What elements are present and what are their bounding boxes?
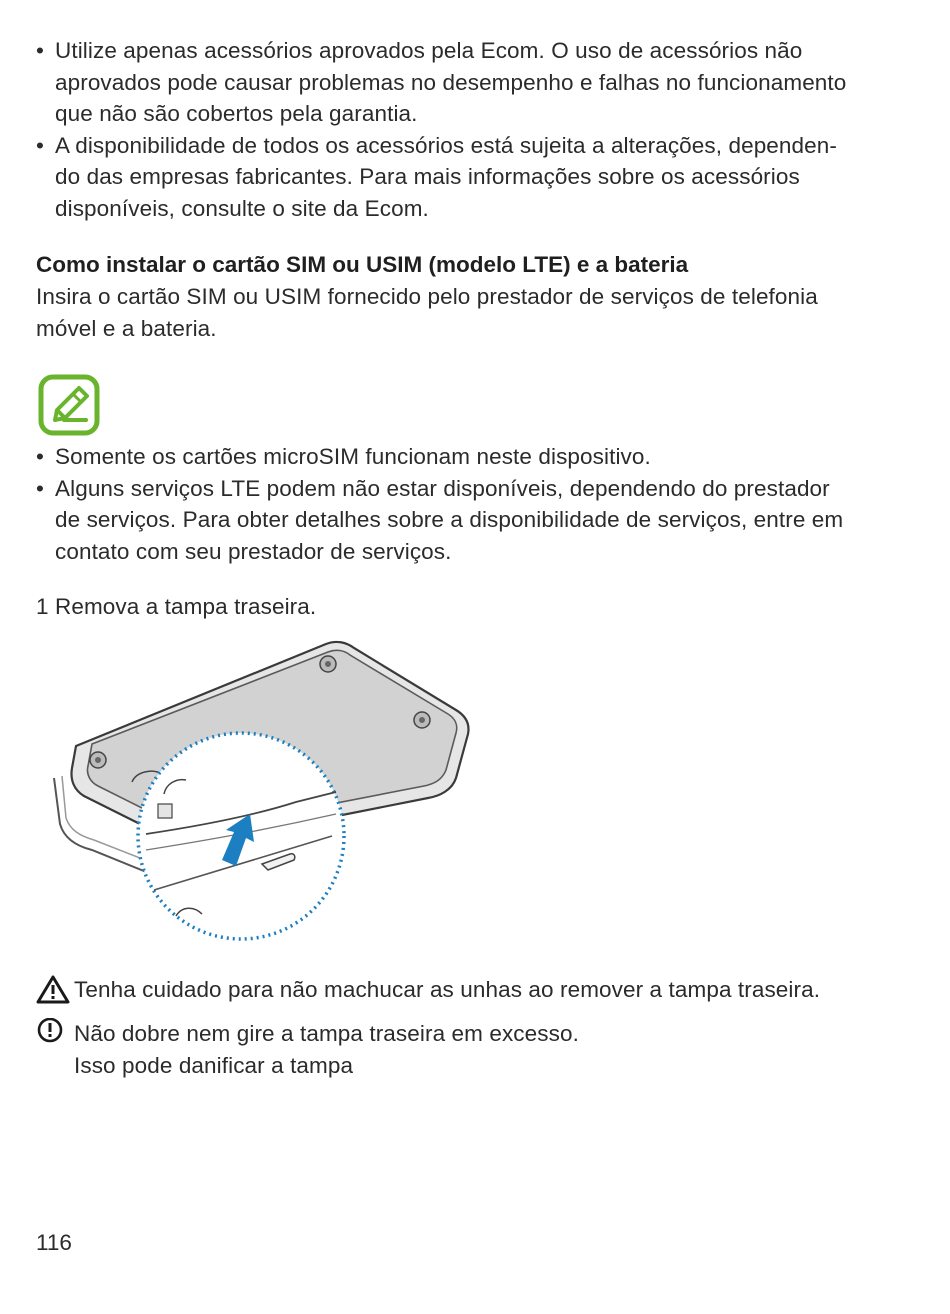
intro-bullet-list [36, 35, 896, 224]
intro-line: móvel e a bateria. [36, 315, 217, 341]
bullet-line: de serviços. Para obter detalhes sobre a disponibilidade de serviços, entre em [55, 507, 844, 532]
note-bullet-list [36, 441, 896, 567]
warning-text: Tenha cuidado para não machucar as unhas ao remover a tampa traseira. [74, 977, 821, 1002]
bullet-dot: • [36, 132, 44, 158]
caution-circle-icon [36, 1018, 70, 1048]
bullet-dot: • [36, 444, 44, 469]
step-number: 1 [36, 594, 49, 619]
bullet-line: Alguns serviços LTE podem não estar disponíveis, dependendo do prestador [55, 475, 830, 501]
bullet-line: que não são cobertos pela garantia. [55, 101, 418, 126]
step-text: Remova a tampa traseira. [54, 594, 317, 619]
section-heading: Como instalar o cartão SIM ou USIM (modelo LTE) e a bateria [36, 252, 689, 277]
bullet-line: do das empresas fabricantes. Para mais informações sobre os acessórios [55, 164, 800, 189]
bullet-line: A disponibilidade de todos os acessórios está sujeita a alterações, dependen- [55, 132, 837, 158]
intro-bullet-item [36, 130, 896, 225]
remove-back-cover-illustration [36, 628, 482, 962]
warning-triangle-icon [36, 974, 70, 1004]
step-1 [36, 591, 316, 623]
warning-note [36, 974, 820, 1006]
intro-line: Insira o cartão SIM ou USIM fornecido pelo prestador de serviços de telefonia [36, 284, 818, 309]
bullet-dot: • [36, 475, 44, 501]
intro-bullet-item [36, 35, 896, 130]
bullet-line: contato com seu prestador de serviços. [55, 538, 452, 564]
bullet-line: Utilize apenas acessórios aprovados pela Ecom. O uso de acessórios não [55, 38, 803, 63]
note-pencil-icon [38, 374, 100, 436]
note-bullet-item [36, 441, 896, 473]
caution-line: Isso pode danificar a tampa [74, 1052, 354, 1078]
bullet-dot: • [36, 38, 44, 63]
note-bullet-item [36, 473, 896, 568]
page-number: 116 [36, 1230, 72, 1255]
caution-note [36, 1018, 579, 1081]
caution-line: Não dobre nem gire a tampa traseira em excesso. [74, 1021, 579, 1046]
section-intro [36, 281, 896, 344]
bullet-line: Somente os cartões microSIM funcionam neste dispositivo. [55, 444, 651, 469]
bullet-line: aprovados pode causar problemas no desempenho e falhas no funcionamento [55, 69, 847, 95]
bullet-line: disponíveis, consulte o site da Ecom. [55, 195, 429, 221]
caution-text [74, 1018, 579, 1081]
